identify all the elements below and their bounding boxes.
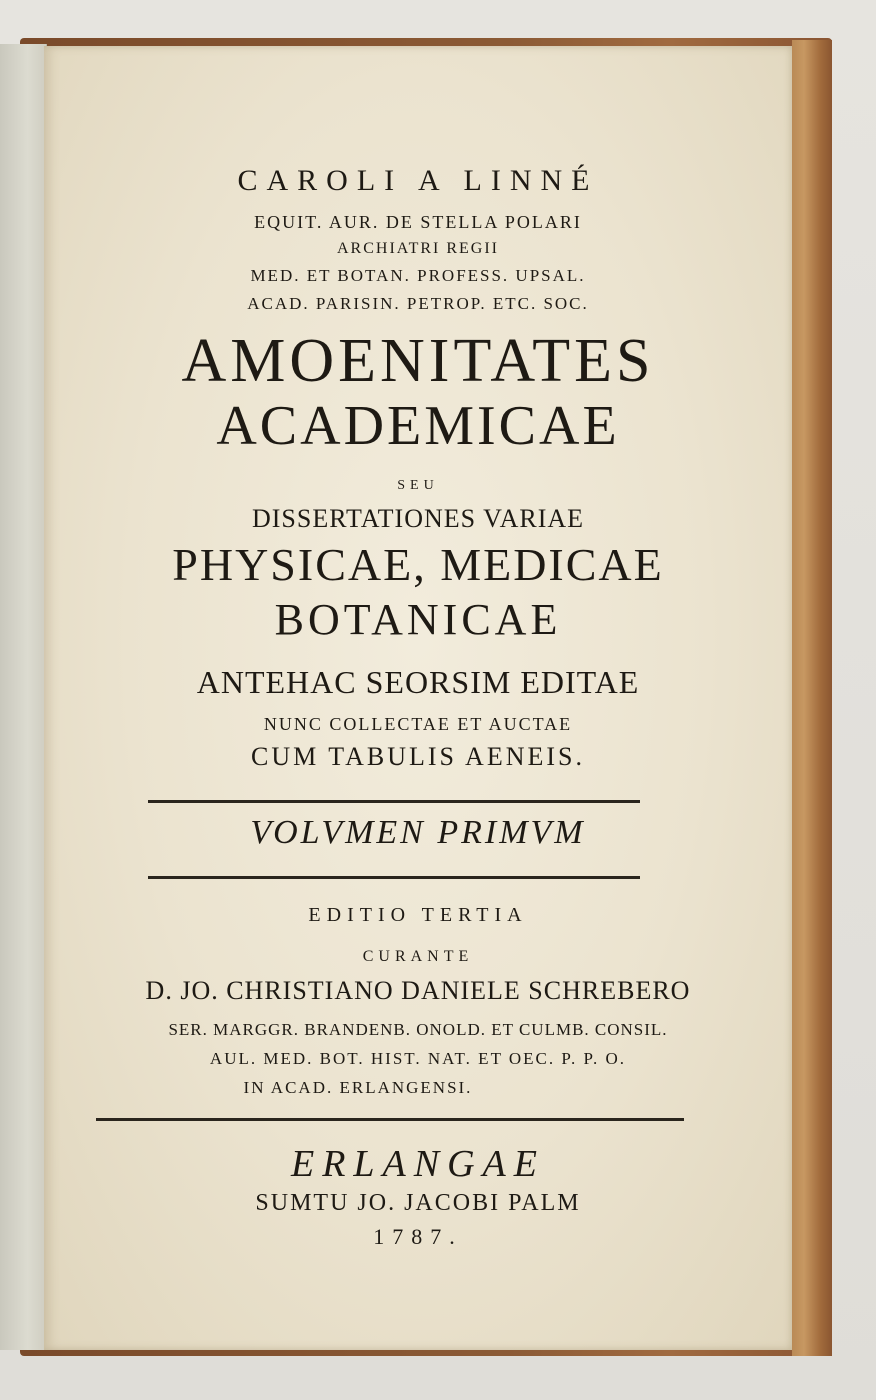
subtitle-nunc: NUNC COLLECTAE ET AUCTAE xyxy=(263,714,573,734)
flyleaf-page xyxy=(0,44,47,1350)
page-block-edge xyxy=(792,40,832,1356)
subtitle-cum: CUM TABULIS AENEIS. xyxy=(251,742,585,771)
main-title-line-1: AMOENITATES xyxy=(181,327,655,395)
divider-rule-2 xyxy=(148,876,640,879)
author-title-2: ARCHIATRI REGII xyxy=(337,240,499,257)
imprint-place: ERLANGAE xyxy=(291,1143,545,1185)
author-title-1: EQUIT. AUR. DE STELLA POLARI xyxy=(254,212,582,232)
divider-rule-3 xyxy=(96,1118,684,1121)
author-title-3: MED. ET BOTAN. PROFESS. UPSAL. xyxy=(250,266,586,285)
edition-label: EDITIO TERTIA xyxy=(308,904,528,926)
subtitle-dissertationes: DISSERTATIONES VARIAE xyxy=(251,504,585,533)
subtitle-antehac: ANTEHAC SEORSIM EDITAE xyxy=(196,664,640,700)
subtitle-botanicae: BOTANICAE xyxy=(274,595,562,644)
curante-label: CURANTE xyxy=(362,948,474,965)
editor-title-1: SER. MARGGR. BRANDENB. ONOLD. ET CULMB. CONSIL. xyxy=(168,1020,668,1039)
author-title-4: ACAD. PARISIN. PETROP. ETC. SOC. xyxy=(247,294,589,313)
divider-rule-1 xyxy=(148,800,640,803)
title-page xyxy=(44,46,792,1350)
subtitle-seu: SEU xyxy=(397,478,439,493)
editor-name: D. JO. CHRISTIANO DANIELE SCHREBERO xyxy=(145,976,691,1005)
author-name: CAROLI A LINNÉ xyxy=(237,164,599,197)
imprint-year: 1787. xyxy=(373,1224,463,1249)
editor-title-2: AUL. MED. BOT. HIST. NAT. ET OEC. P. P. O. xyxy=(209,1049,627,1068)
imprint-publisher: SUMTU JO. JACOBI PALM xyxy=(255,1190,581,1216)
main-title-line-2: ACADEMICAE xyxy=(216,395,620,457)
editor-title-3: IN ACAD. ERLANGENSI. xyxy=(243,1078,473,1097)
subtitle-physicae: PHYSICAE, MEDICAE xyxy=(172,539,664,590)
volume-label: VOLVMEN PRIMVM xyxy=(250,814,586,851)
